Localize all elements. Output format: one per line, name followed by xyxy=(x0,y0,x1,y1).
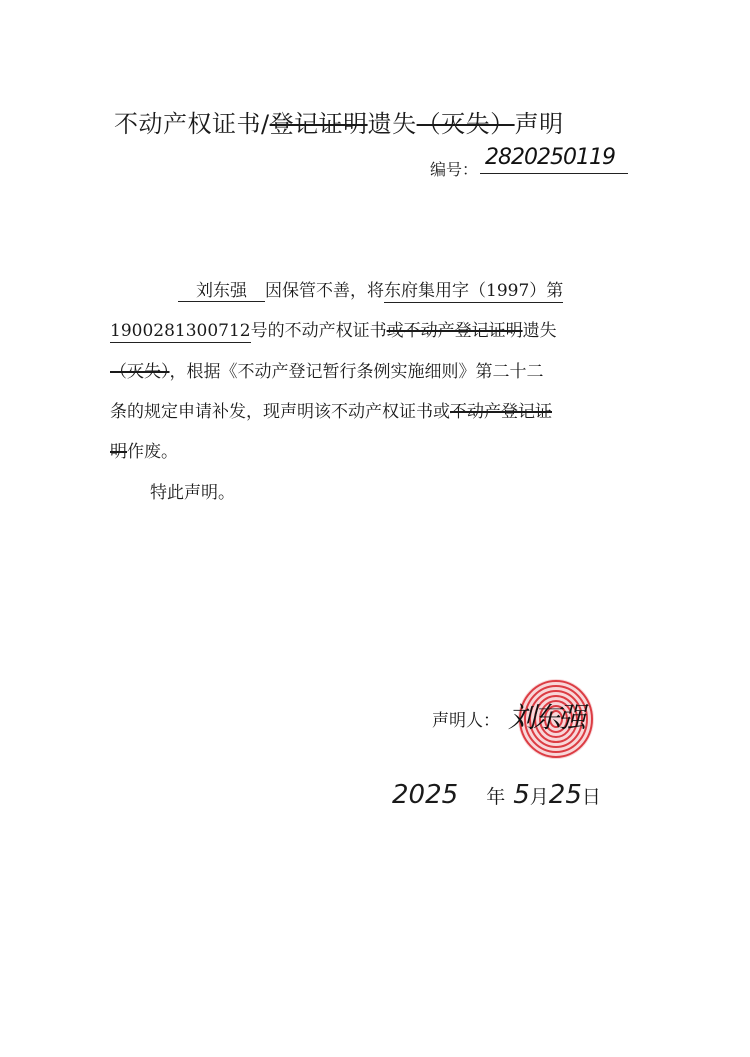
body-line-4 xyxy=(110,397,552,422)
signature-label: 声明人： xyxy=(432,711,500,731)
date-year: 2025 xyxy=(392,780,459,810)
body-line4-struck: 不动产登记证 xyxy=(450,402,552,422)
date-year-label: 年 xyxy=(486,786,506,808)
title-part1: 不动产权证书/ xyxy=(114,110,270,138)
body-line-2 xyxy=(110,316,557,341)
applicant-name: 刘东强 xyxy=(178,281,265,302)
cert-number-b: 1900281300712 xyxy=(110,321,251,341)
body-line4-text: 条的规定申请补发，现声明该不动产权证书或 xyxy=(110,402,450,422)
body-line5-struck: 明 xyxy=(110,442,127,462)
cert-number-a: 东府集用字（1997）第 xyxy=(384,281,564,301)
number-value: 2820250119 xyxy=(485,145,615,170)
number-underline xyxy=(480,173,628,174)
body-line-5 xyxy=(110,437,178,462)
title-struck-registration-cert: 登记证明 xyxy=(269,110,368,138)
body-line2-lost: 遗失 xyxy=(522,321,557,341)
title-part3: 遗失 xyxy=(367,110,417,138)
body-line2-struck: 或不动产登记证明 xyxy=(386,321,523,341)
body-line1-text: 因保管不善，将 xyxy=(265,281,384,301)
closing-statement: 特此声明。 xyxy=(150,483,235,503)
body-line3-text: ，根据《不动产登记暂行条例实施细则》第二十二 xyxy=(169,362,544,382)
date-month-label: 月 xyxy=(529,786,549,808)
date-line xyxy=(392,780,601,810)
number-label: 编号： xyxy=(430,160,479,179)
signature-handwritten: 刘东强 xyxy=(508,701,584,734)
date-month: 5 xyxy=(513,780,530,810)
document-title xyxy=(114,104,564,139)
body-line-3 xyxy=(110,357,544,382)
body-line-1 xyxy=(178,276,563,301)
title-struck-destroyed: （灭失） xyxy=(416,110,515,138)
title-part5: 声明 xyxy=(514,110,564,138)
body-line2-text: 号的不动产权证书 xyxy=(250,321,387,341)
date-day-label: 日 xyxy=(581,786,601,808)
date-day: 25 xyxy=(548,780,582,810)
body-line5-text: 作废。 xyxy=(127,442,178,462)
body-line3-struck: （灭失） xyxy=(110,362,170,382)
